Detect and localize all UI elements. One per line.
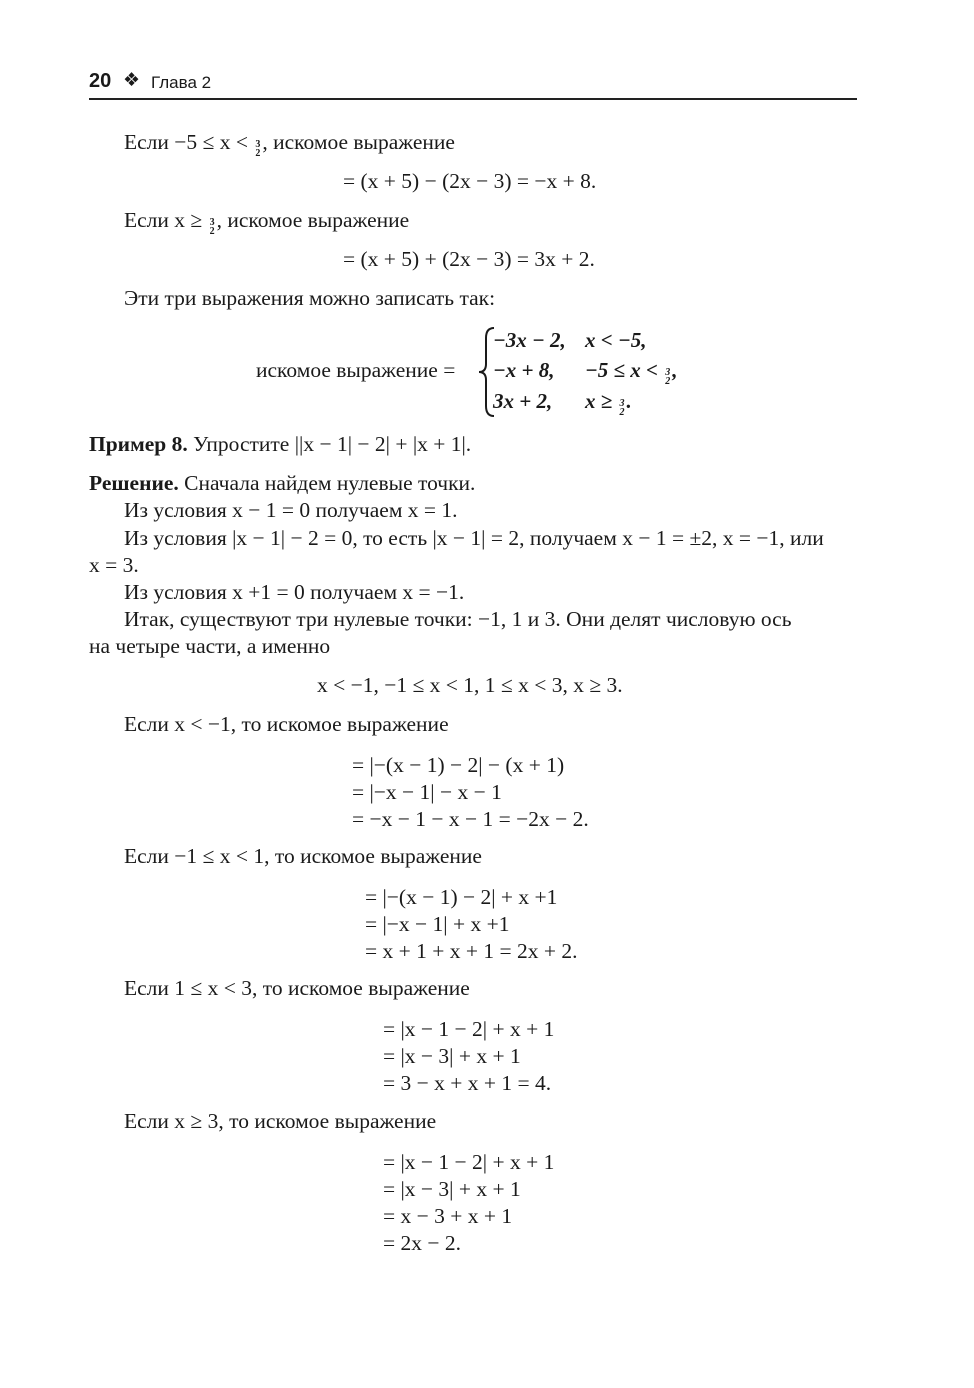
case-line-1-tail: , искомое выражение: [262, 130, 455, 154]
equation-1: = (x + 5) − (2x − 3) = −x + 8.: [343, 169, 597, 193]
solution-text: Сначала найдем нулевые точки.: [178, 471, 476, 495]
paragraph-summary: Эти три выражения можно записать так:: [124, 286, 496, 310]
case-c-heading: Если 1 ≤ x < 3, то искомое выражение: [124, 976, 470, 1000]
solution-heading: [89, 470, 475, 497]
case-line-1-text: Если −5 ≤ x <: [124, 130, 254, 154]
zero-point-2a: Из условия |x − 1| − 2 = 0, то есть |x − 1| = 2, получаем x − 1 = ±2, x = −1, или: [124, 526, 824, 550]
case-d-step-1: = |x − 1 − 2| + x + 1: [383, 1150, 555, 1174]
case-2-expr: −x + 8,: [493, 358, 555, 382]
intervals-line: x < −1, −1 ≤ x < 1, 1 ≤ x < 3, x ≥ 3.: [317, 673, 623, 697]
case-3-cond: x ≥ 3 2 .: [585, 389, 632, 418]
case-a-step-1: = |−(x − 1) − 2| − (x + 1): [352, 753, 565, 777]
fraction: 3 2: [255, 139, 261, 159]
summary-a: Итак, существуют три нулевые точки: −1, 1 и 3. Они делят числовую ось: [124, 607, 792, 631]
example-label: Пример 8.: [89, 432, 188, 456]
case-c-step-1: = |x − 1 − 2| + x + 1: [383, 1017, 555, 1041]
zero-point-1: Из условия x − 1 = 0 получаем x = 1.: [124, 498, 458, 522]
case-1-cond: x < −5,: [585, 328, 647, 352]
summary-b: на четыре части, а именно: [89, 634, 331, 658]
fraction: 3 2: [209, 217, 215, 237]
case-d-step-4: = 2x − 2.: [383, 1231, 462, 1255]
case-d-heading: Если x ≥ 3, то искомое выражение: [124, 1109, 437, 1133]
ornament-icon: ❖: [123, 70, 141, 91]
case-line-2-text: Если x ≥: [124, 208, 208, 232]
zero-point-2b: x = 3.: [89, 553, 139, 577]
case-line-2-tail: , искомое выражение: [216, 208, 410, 232]
case-2-cond: −5 ≤ x < 3 2 ,: [585, 358, 678, 387]
cases-lhs: искомое выражение =: [256, 358, 456, 382]
case-line-1: [124, 129, 455, 158]
case-b-step-2: = |−x − 1| + x +1: [365, 912, 510, 936]
chapter-title: Глава 2: [151, 73, 212, 92]
solution-label: Решение.: [89, 471, 179, 495]
case-3-expr: 3x + 2,: [493, 389, 553, 413]
case-1-expr: −3x − 2,: [493, 328, 566, 352]
case-line-2: [124, 207, 409, 236]
case-b-step-3: = x + 1 + x + 1 = 2x + 2.: [365, 939, 578, 963]
case-d-step-3: = x − 3 + x + 1: [383, 1204, 513, 1228]
example-heading: [89, 431, 471, 458]
case-c-step-2: = |x − 3| + x + 1: [383, 1044, 521, 1068]
equation-2: = (x + 5) + (2x − 3) = 3x + 2.: [343, 247, 595, 271]
example-text: Упростите ||x − 1| − 2| + |x + 1|.: [187, 432, 472, 456]
case-b-step-1: = |−(x − 1) − 2| + x +1: [365, 885, 558, 909]
case-a-heading: Если x < −1, то искомое выражение: [124, 712, 449, 736]
page-number: 20: [89, 70, 112, 92]
case-d-step-2: = |x − 3| + x + 1: [383, 1177, 521, 1201]
case-a-step-2: = |−x − 1| − x − 1: [352, 780, 502, 804]
running-header: [89, 70, 857, 100]
zero-point-3: Из условия x +1 = 0 получаем x = −1.: [124, 580, 465, 604]
case-c-step-3: = 3 − x + x + 1 = 4.: [383, 1071, 552, 1095]
case-b-heading: Если −1 ≤ x < 1, то искомое выражение: [124, 844, 482, 868]
case-a-step-3: = −x − 1 − x − 1 = −2x − 2.: [352, 807, 589, 831]
